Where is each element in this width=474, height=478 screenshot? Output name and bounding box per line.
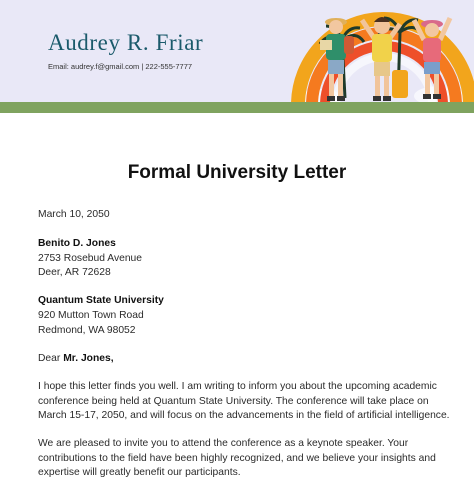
institution-city: Redmond, WA 98052 (38, 325, 136, 336)
institution-name: Quantum State University (38, 295, 164, 306)
sender-name: Audrey R. Friar (48, 30, 204, 55)
body-p2-line-3: expertise will greatly benefit our participants. (38, 467, 241, 478)
travelers-illustration (290, 0, 474, 102)
salutation (38, 353, 114, 364)
salutation-prefix: Dear (38, 353, 61, 364)
body-p2-line-1: We are pleased to invite you to attend the conference as a keynote speaker. Your (38, 438, 409, 449)
letterhead (0, 0, 474, 102)
sender-contact: Email: audrey.f@gmail.com | 222-555-7777 (48, 62, 193, 71)
header-divider (0, 102, 474, 113)
recipient-city: Deer, AR 72628 (38, 267, 111, 278)
body-p1-line-1: I hope this letter finds you well. I am writing to inform you about the upcoming academic (38, 381, 437, 392)
body-p1-line-3: March 15-17, 2050, and will focus on the advancements in the field of artificial intelligence. (38, 410, 450, 421)
body-p1-line-2: conference being held at Quantum State University. The conference will take place on (38, 396, 429, 407)
page-title: Formal University Letter (127, 162, 347, 183)
recipient-street: 2753 Rosebud Avenue (38, 253, 143, 264)
institution-street: 920 Mutton Town Road (38, 310, 144, 321)
recipient-name: Benito D. Jones (38, 238, 116, 249)
letter-date: March 10, 2050 (38, 209, 110, 220)
salutation-name: Mr. Jones, (63, 353, 114, 364)
body-p2-line-2: contributions to the field have been highly recognized, and we believe your insights and (38, 453, 436, 464)
